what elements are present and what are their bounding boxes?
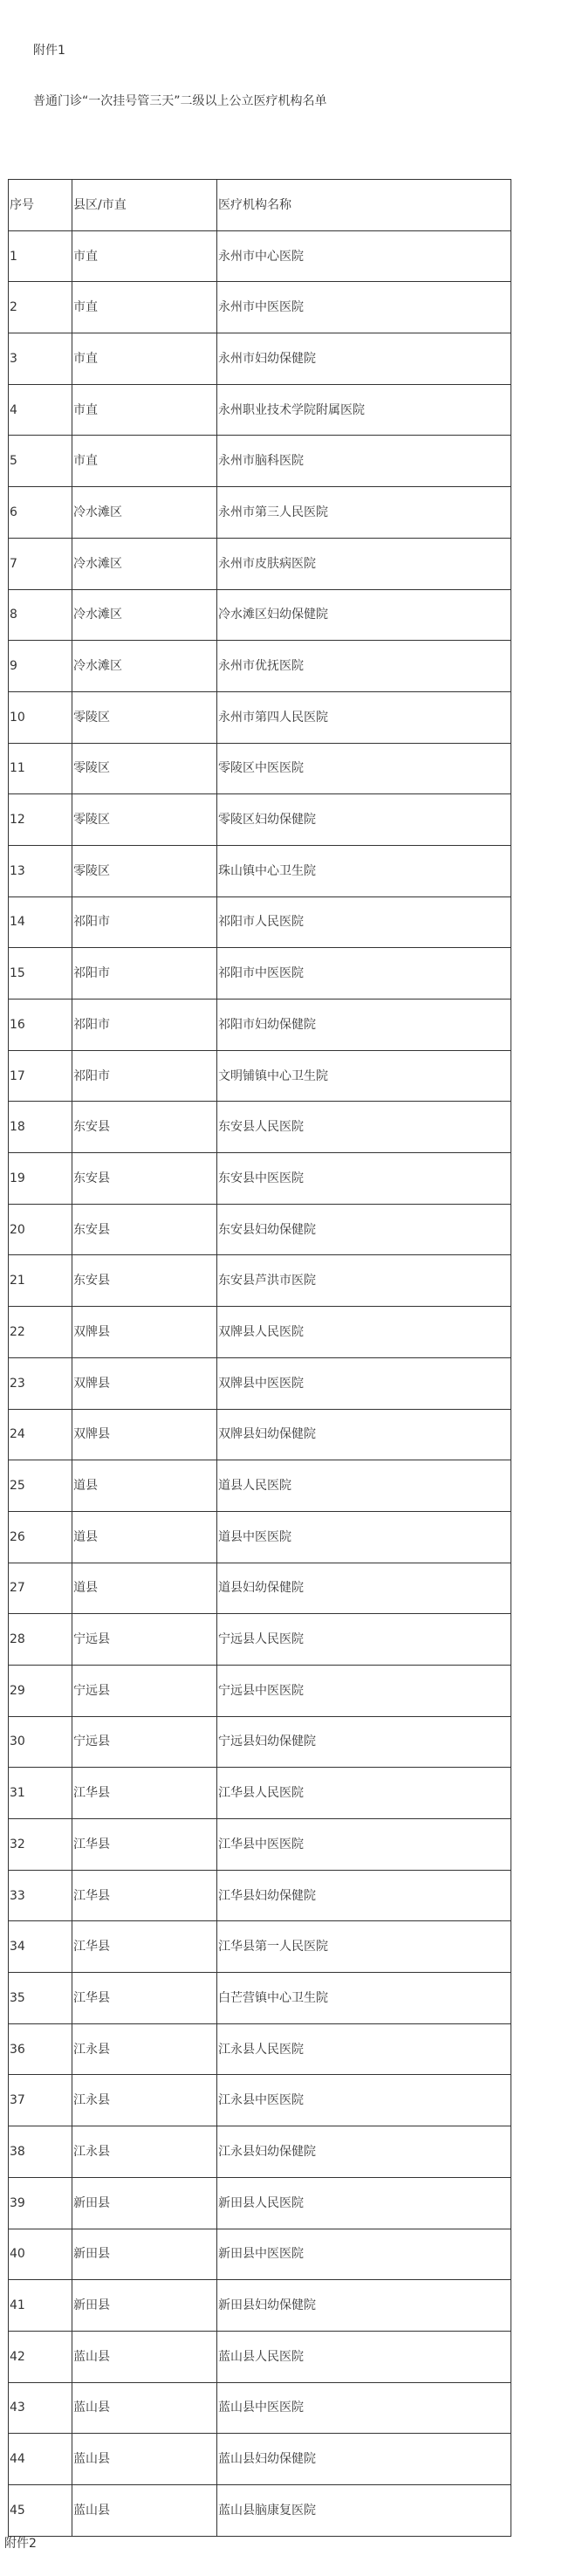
table-row — [9, 1819, 511, 1871]
cell-institution-name: 永州市皮肤病医院 — [217, 538, 511, 589]
table-row — [9, 1357, 511, 1409]
table-row — [9, 794, 511, 846]
cell-institution-name: 东安县中医医院 — [217, 1153, 511, 1205]
cell-institution-name: 宁远县中医医院 — [217, 1665, 511, 1716]
cell-serial-number: 23 — [9, 1357, 72, 1409]
cell-county-district: 江华县 — [72, 1768, 217, 1819]
cell-institution-name: 祁阳市人民医院 — [217, 896, 511, 948]
cell-institution-name: 冷水滩区妇幼保健院 — [217, 589, 511, 641]
table-row — [9, 230, 511, 282]
cell-county-district: 冷水滩区 — [72, 487, 217, 539]
cell-institution-name: 宁远县人民医院 — [217, 1614, 511, 1666]
table-row — [9, 1153, 511, 1205]
cell-serial-number: 37 — [9, 2075, 72, 2126]
cell-serial-number: 40 — [9, 2229, 72, 2280]
table-row — [9, 2126, 511, 2178]
cell-county-district: 蓝山县 — [72, 2382, 217, 2434]
cell-serial-number: 17 — [9, 1050, 72, 1102]
cell-county-district: 江华县 — [72, 1870, 217, 1921]
cell-institution-name: 永州市脑科医院 — [217, 436, 511, 487]
table-row — [9, 1563, 511, 1614]
cell-county-district: 市直 — [72, 230, 217, 282]
table-row — [9, 1511, 511, 1563]
cell-county-district: 零陵区 — [72, 743, 217, 794]
cell-serial-number: 9 — [9, 641, 72, 692]
cell-institution-name: 永州市第三人民医院 — [217, 487, 511, 539]
table-row — [9, 845, 511, 896]
cell-institution-name: 蓝山县妇幼保健院 — [217, 2434, 511, 2485]
cell-serial-number: 28 — [9, 1614, 72, 1666]
table-body — [9, 230, 511, 2536]
cell-county-district: 祁阳市 — [72, 896, 217, 948]
cell-serial-number: 18 — [9, 1102, 72, 1153]
cell-serial-number: 34 — [9, 1921, 72, 1973]
cell-county-district: 零陵区 — [72, 845, 217, 896]
cell-county-district: 冷水滩区 — [72, 538, 217, 589]
cell-serial-number: 8 — [9, 589, 72, 641]
document-heading: 普通门诊“一次挂号管三天”二级以上公立医疗机构名单 — [33, 94, 327, 108]
cell-institution-name: 永州职业技术学院附属医院 — [217, 384, 511, 436]
table-row — [9, 1409, 511, 1460]
cell-institution-name: 江华县人民医院 — [217, 1768, 511, 1819]
cell-institution-name: 道县妇幼保健院 — [217, 1563, 511, 1614]
table-row — [9, 2023, 511, 2075]
table-row — [9, 589, 511, 641]
cell-county-district: 市直 — [72, 333, 217, 385]
cell-serial-number: 11 — [9, 743, 72, 794]
cell-institution-name: 双牌县妇幼保健院 — [217, 1409, 511, 1460]
cell-serial-number: 1 — [9, 230, 72, 282]
cell-county-district: 蓝山县 — [72, 2331, 217, 2382]
cell-county-district: 市直 — [72, 436, 217, 487]
cell-county-district: 祁阳市 — [72, 1050, 217, 1102]
table-row — [9, 333, 511, 385]
cell-county-district: 江华县 — [72, 1819, 217, 1871]
cell-institution-name: 零陵区中医医院 — [217, 743, 511, 794]
cell-serial-number: 12 — [9, 794, 72, 846]
table-row — [9, 1102, 511, 1153]
table-row — [9, 948, 511, 999]
cell-county-district: 市直 — [72, 282, 217, 333]
table-row — [9, 1204, 511, 1255]
cell-institution-name: 新田县人民医院 — [217, 2177, 511, 2229]
cell-serial-number: 38 — [9, 2126, 72, 2178]
cell-institution-name: 江永县中医医院 — [217, 2075, 511, 2126]
table-row — [9, 282, 511, 333]
table-row — [9, 2177, 511, 2229]
cell-serial-number: 4 — [9, 384, 72, 436]
table-row — [9, 1716, 511, 1768]
cell-institution-name: 道县中医医院 — [217, 1511, 511, 1563]
header-institution-name: 医疗机构名称 — [217, 180, 511, 231]
cell-serial-number: 44 — [9, 2434, 72, 2485]
cell-institution-name: 东安县人民医院 — [217, 1102, 511, 1153]
cell-serial-number: 39 — [9, 2177, 72, 2229]
cell-county-district: 冷水滩区 — [72, 589, 217, 641]
cell-county-district: 双牌县 — [72, 1307, 217, 1358]
table-row — [9, 1614, 511, 1666]
table-row — [9, 691, 511, 743]
table-row — [9, 2229, 511, 2280]
cell-county-district: 道县 — [72, 1511, 217, 1563]
cell-serial-number: 26 — [9, 1511, 72, 1563]
header-serial-number: 序号 — [9, 180, 72, 231]
cell-county-district: 冷水滩区 — [72, 641, 217, 692]
header-county-district: 县区/市直 — [72, 180, 217, 231]
cell-serial-number: 5 — [9, 436, 72, 487]
cell-county-district: 江永县 — [72, 2075, 217, 2126]
cell-county-district: 蓝山县 — [72, 2484, 217, 2536]
table-row — [9, 2434, 511, 2485]
cell-county-district: 新田县 — [72, 2229, 217, 2280]
table-row — [9, 2484, 511, 2536]
cell-serial-number: 2 — [9, 282, 72, 333]
cell-institution-name: 白芒营镇中心卫生院 — [217, 1973, 511, 2024]
cell-county-district: 道县 — [72, 1460, 217, 1512]
cell-institution-name: 江永县妇幼保健院 — [217, 2126, 511, 2178]
cell-institution-name: 道县人民医院 — [217, 1460, 511, 1512]
table-row — [9, 641, 511, 692]
cell-serial-number: 35 — [9, 1973, 72, 2024]
table-row — [9, 538, 511, 589]
cell-serial-number: 22 — [9, 1307, 72, 1358]
cell-institution-name: 永州市中医医院 — [217, 282, 511, 333]
cell-county-district: 零陵区 — [72, 691, 217, 743]
table-row — [9, 1768, 511, 1819]
cell-institution-name: 双牌县人民医院 — [217, 1307, 511, 1358]
cell-serial-number: 10 — [9, 691, 72, 743]
table-row — [9, 1973, 511, 2024]
cell-serial-number: 19 — [9, 1153, 72, 1205]
cell-institution-name: 宁远县妇幼保健院 — [217, 1716, 511, 1768]
cell-county-district: 宁远县 — [72, 1716, 217, 1768]
cell-county-district: 东安县 — [72, 1102, 217, 1153]
cell-county-district: 新田县 — [72, 2280, 217, 2332]
cell-county-district: 江永县 — [72, 2126, 217, 2178]
cell-county-district: 东安县 — [72, 1153, 217, 1205]
table-row — [9, 743, 511, 794]
cell-institution-name: 江华县中医医院 — [217, 1819, 511, 1871]
cell-institution-name: 祁阳市妇幼保健院 — [217, 999, 511, 1051]
table-row — [9, 1870, 511, 1921]
cell-institution-name: 江华县妇幼保健院 — [217, 1870, 511, 1921]
cell-county-district: 新田县 — [72, 2177, 217, 2229]
table-row — [9, 2075, 511, 2126]
cell-serial-number: 16 — [9, 999, 72, 1051]
cell-serial-number: 21 — [9, 1255, 72, 1307]
cell-serial-number: 42 — [9, 2331, 72, 2382]
cell-institution-name: 双牌县中医医院 — [217, 1357, 511, 1409]
cell-county-district: 双牌县 — [72, 1409, 217, 1460]
cell-county-district: 零陵区 — [72, 794, 217, 846]
cell-serial-number: 30 — [9, 1716, 72, 1768]
cell-serial-number: 24 — [9, 1409, 72, 1460]
cell-institution-name: 新田县中医医院 — [217, 2229, 511, 2280]
cell-county-district: 东安县 — [72, 1204, 217, 1255]
cell-serial-number: 29 — [9, 1665, 72, 1716]
cell-serial-number: 27 — [9, 1563, 72, 1614]
cell-serial-number: 20 — [9, 1204, 72, 1255]
cell-county-district: 江华县 — [72, 1921, 217, 1973]
table-row — [9, 487, 511, 539]
table-row — [9, 2331, 511, 2382]
cell-serial-number: 15 — [9, 948, 72, 999]
table-row — [9, 1665, 511, 1716]
next-annex-label: 附件2 — [4, 2537, 37, 2551]
cell-institution-name: 新田县妇幼保健院 — [217, 2280, 511, 2332]
table-row — [9, 1307, 511, 1358]
cell-institution-name: 江华县第一人民医院 — [217, 1921, 511, 1973]
cell-serial-number: 32 — [9, 1819, 72, 1871]
cell-institution-name: 永州市第四人民医院 — [217, 691, 511, 743]
cell-institution-name: 零陵区妇幼保健院 — [217, 794, 511, 846]
cell-institution-name: 蓝山县人民医院 — [217, 2331, 511, 2382]
cell-serial-number: 14 — [9, 896, 72, 948]
table-row — [9, 384, 511, 436]
cell-serial-number: 6 — [9, 487, 72, 539]
cell-county-district: 双牌县 — [72, 1357, 217, 1409]
cell-institution-name: 东安县芦洪市医院 — [217, 1255, 511, 1307]
cell-county-district: 祁阳市 — [72, 999, 217, 1051]
cell-county-district: 宁远县 — [72, 1614, 217, 1666]
table-row — [9, 1255, 511, 1307]
cell-institution-name: 祁阳市中医医院 — [217, 948, 511, 999]
cell-county-district: 江华县 — [72, 1973, 217, 2024]
table-row — [9, 1050, 511, 1102]
cell-county-district: 市直 — [72, 384, 217, 436]
table-row — [9, 436, 511, 487]
table-header-row — [9, 180, 511, 231]
annex-title: 附件1 — [33, 44, 65, 58]
table-row — [9, 1460, 511, 1512]
table-row — [9, 2280, 511, 2332]
cell-county-district: 宁远县 — [72, 1665, 217, 1716]
cell-institution-name: 江永县人民医院 — [217, 2023, 511, 2075]
cell-county-district: 道县 — [72, 1563, 217, 1614]
cell-institution-name: 永州市中心医院 — [217, 230, 511, 282]
cell-serial-number: 25 — [9, 1460, 72, 1512]
cell-institution-name: 蓝山县脑康复医院 — [217, 2484, 511, 2536]
cell-institution-name: 永州市优抚医院 — [217, 641, 511, 692]
cell-serial-number: 36 — [9, 2023, 72, 2075]
cell-institution-name: 东安县妇幼保健院 — [217, 1204, 511, 1255]
cell-institution-name: 蓝山县中医医院 — [217, 2382, 511, 2434]
cell-serial-number: 45 — [9, 2484, 72, 2536]
table-row — [9, 896, 511, 948]
cell-serial-number: 31 — [9, 1768, 72, 1819]
cell-serial-number: 43 — [9, 2382, 72, 2434]
cell-county-district: 祁阳市 — [72, 948, 217, 999]
cell-serial-number: 41 — [9, 2280, 72, 2332]
cell-serial-number: 7 — [9, 538, 72, 589]
cell-institution-name: 永州市妇幼保健院 — [217, 333, 511, 385]
cell-county-district: 江永县 — [72, 2023, 217, 2075]
cell-institution-name: 珠山镇中心卫生院 — [217, 845, 511, 896]
cell-serial-number: 13 — [9, 845, 72, 896]
cell-serial-number: 3 — [9, 333, 72, 385]
institution-list-table — [8, 179, 511, 2537]
cell-county-district: 东安县 — [72, 1255, 217, 1307]
cell-serial-number: 33 — [9, 1870, 72, 1921]
cell-county-district: 蓝山县 — [72, 2434, 217, 2485]
table-row — [9, 1921, 511, 1973]
table-row — [9, 2382, 511, 2434]
table-row — [9, 999, 511, 1051]
cell-institution-name: 文明铺镇中心卫生院 — [217, 1050, 511, 1102]
